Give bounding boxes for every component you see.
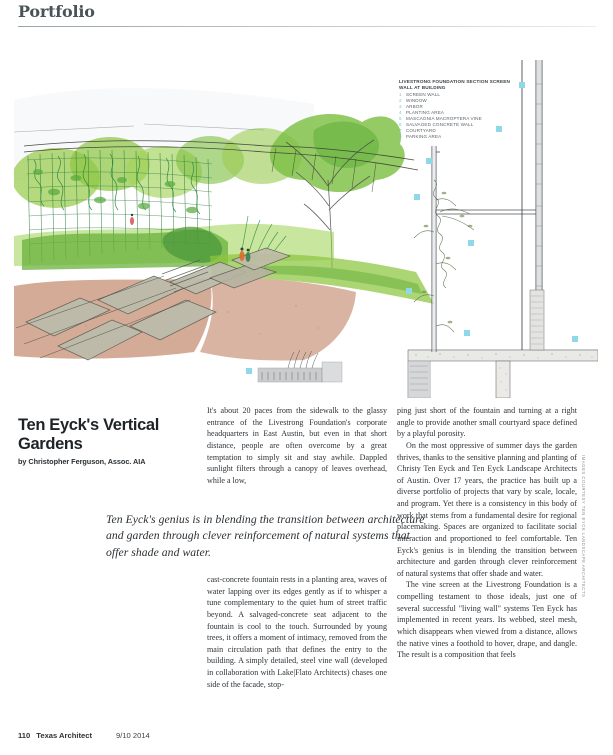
body-column-two-bottom — [207, 574, 387, 690]
legend-item-label: SALVAGED CONCRETE WALL — [406, 122, 474, 128]
legend-item-number: 1 — [399, 92, 402, 98]
page-number: 110 — [18, 731, 31, 740]
issue-date: 9/10 2014 — [115, 731, 150, 740]
legend-item-number: 7 — [399, 128, 402, 134]
paragraph: ping just short of the fountain and turning at a right angle to provide another small courtyard space defined by a playful porosity. — [397, 406, 577, 439]
legend-list — [399, 92, 511, 140]
legend-item-number: 5 — [399, 116, 402, 122]
legend-item-label: MASCAGNIA MACROPTERA VINE — [406, 116, 482, 122]
body-column-two-top — [207, 405, 387, 486]
legend-item-label: PLANTING AREA — [406, 110, 445, 116]
photo-credit: IMAGES COURTESY TEN EYCK LANDSCAPE ARCHITECTS — [581, 455, 586, 598]
paragraph: The vine screen at the Livestrong Foundation is a compelling testament to those ideals, just one of several successful "living wall" systems Ten Eyck has implemented in recent years. Its webbed, steel mesh, which disappears when viewed from a distance, allows the native vines a foothold to hover, drape, and dangle. The result is a composition that feels — [397, 580, 577, 660]
legend-item-number: 8 — [399, 134, 402, 140]
legend-item-number: 6 — [399, 122, 402, 128]
pull-quote: Ten Eyck's genius is in blending the transition between architecture and garden through clever reinforcement of natural systems that offer shade and water. — [106, 512, 425, 559]
body-column-three — [397, 405, 577, 661]
legend-title: LIVESTRONG FOUNDATION SECTION SCREEN WALL AT BUILDING — [399, 79, 511, 90]
page-footer — [18, 731, 150, 740]
legend-item-label: ARBOR — [406, 104, 423, 110]
paragraph: cast-concrete fountain rests in a planting area, waves of water lapping over its edges gently as if to whisper a tune complementary to the quiet hum of street traffic beyond. A salvaged-concrete seat adjacent to the fountain is cool to the touch. Surrounded by young trees, it offers a moment of intimacy, removed from the main circulation path that defines the entry to the building. A simply detailed, steel vine wall (developed in collaboration with Lake|Flato Architects) chases one side of the facade, stop- — [207, 575, 387, 689]
legend-item-label: COURTYARD — [406, 128, 436, 134]
legend-item-number: 2 — [399, 98, 402, 104]
legend-item-label: SCREEN WALL — [406, 92, 441, 98]
legend-item-label: PARKING AREA — [406, 134, 442, 140]
running-head-rule — [18, 26, 596, 27]
legend-item — [399, 134, 511, 140]
publication-name: Texas Architect — [36, 731, 92, 740]
article-byline: by Christopher Ferguson, Assoc. AIA — [18, 457, 146, 466]
legend-item-number: 4 — [399, 110, 402, 116]
article-headline: Ten Eyck's Vertical Gardens — [18, 416, 159, 453]
drawing-legend — [399, 79, 511, 140]
legend-item-number: 3 — [399, 104, 402, 110]
running-head-portfolio: Portfolio — [18, 2, 95, 21]
legend-item-label: WINDOW — [406, 98, 427, 104]
paragraph: It's about 20 paces from the sidewalk to the glassy entrance of the Livestrong Foundation's corporate headquarters in East Austin, but even in that short distance, people are often overcome by a great temptation to simply sit and stay awhile. Dappled sunlight filters through a canopy of leaves overhead, while a low, — [207, 406, 387, 485]
paragraph: On the most oppressive of summer days the garden thrives, thanks to the sensitive planning and planting of Christy Ten Eyck and Ten Eyck Landscape Architects of Austin. Over 17 years, the practice has built up a diverse portfolio of projects that vary by scale, locale, and program. Yet there is a consistency in this body of work that stems from a fundamental desire for regional placemaking. Spaces are organized to facilitate social interaction and proportioned to feel comfortable. Ten Eyck's genius is in blending the transition between architecture and garden through clever reinforcement of natural systems that offer shade and water. — [397, 440, 577, 578]
perspective-callout-marker — [246, 368, 252, 374]
